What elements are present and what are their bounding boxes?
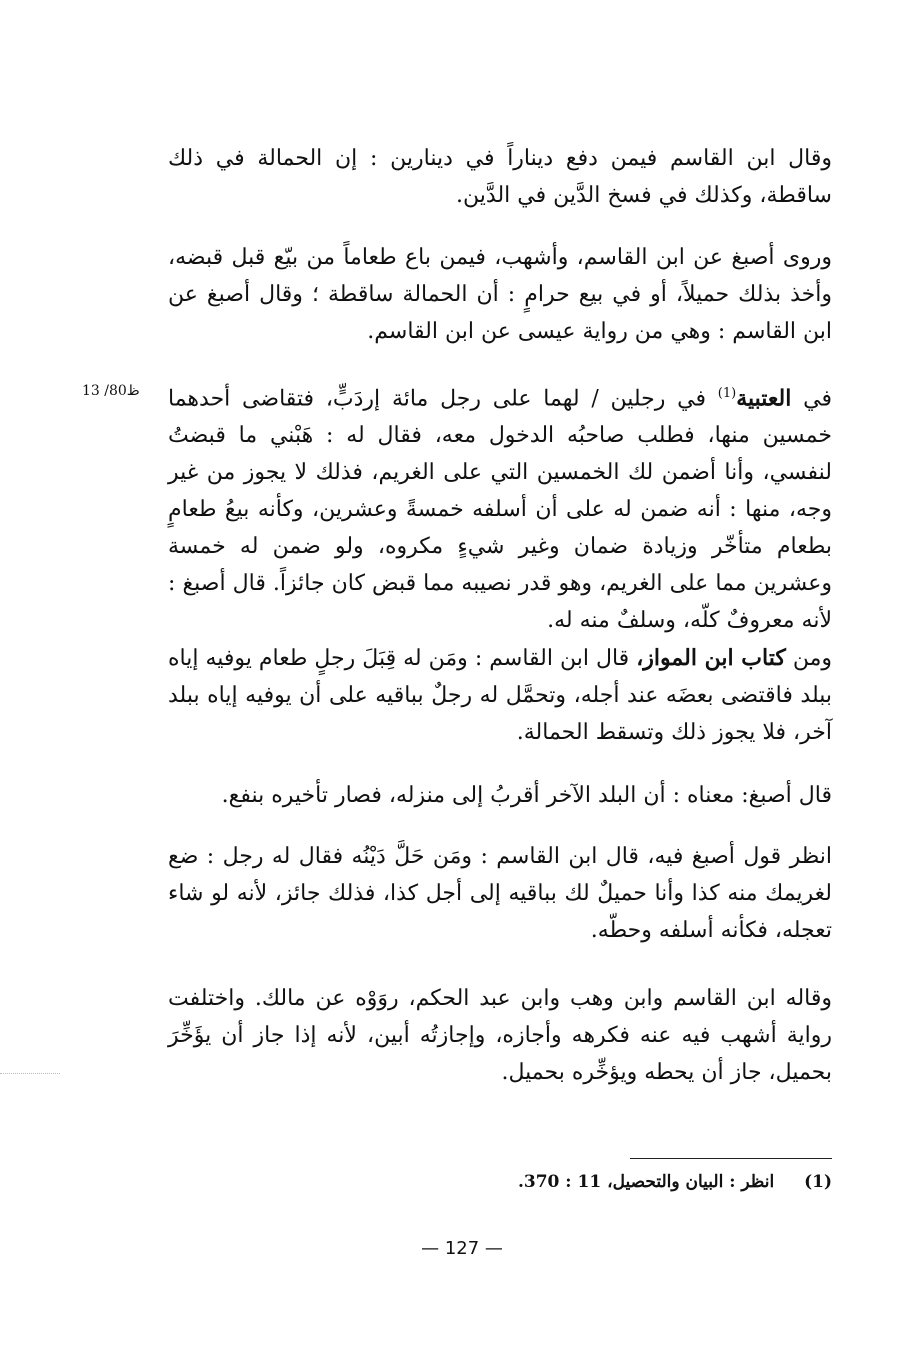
scan-artifact-line (0, 1073, 60, 1074)
paragraph-text: في رجلين / لهما على رجل مائة إردَبٍّ، فتقاضى أحدهما خمسين منها، فطلب صاحبُه الدخول معه، فقال له : هَبْني ما قبضتُ لنفسي، وأنا أضمن لك الخمسين التي على الغريم، فذلك لا يجوز من غير وجه، منها : أنه ضمن له على أن أسلفه خمسةً وعشرين، وكأنه بيعُ طعامٍ بطعام متأخّر وزيادة ضمان وغير شيءٍ مكروه، ولو ضمن له خمسة وعشرين مما على الغريم، وهو قدر نصيبه مما قبض كان جائزاً. قال أصبغ : لأنه معروفٌ كلّه، وسلفٌ منه له. (168, 386, 832, 634)
footnote-separator (630, 1158, 832, 1159)
paragraph-6 (168, 838, 832, 949)
footnote-text: البيان والتحصيل، 11 : 370. (517, 1172, 724, 1192)
footnote-ref[interactable]: (1) (717, 386, 737, 401)
paragraph-5 (168, 777, 832, 814)
source-title: كتاب ابن المواز، (636, 645, 786, 671)
footnote (400, 1172, 832, 1192)
footnote-lead: انظر : (729, 1172, 775, 1192)
manuscript-folio-note: 13 /80ظ (82, 383, 140, 399)
paragraph-4 (168, 640, 832, 751)
paragraph-lead: ومن (785, 646, 832, 671)
paragraph-1 (168, 140, 832, 214)
paragraph-text: قال ابن القاسم : ومَن له قِبَلَ رجلٍ طعام يوفيه إياه ببلد فاقتضى بعضَه عند أجله، وتحمَّل له رجلٌ بباقيه على أن يوفيه إياه ببلد آخر، فلا يجوز ذلك وتسقط الحمالة. (168, 646, 832, 745)
paragraph-text: وقال ابن القاسم فيمن دفع ديناراً في دينارين : إن الحمالة في ذلك ساقطة، وكذلك في فسخ الدَّين في الدَّين. (168, 146, 832, 208)
paragraph-2 (168, 239, 832, 350)
paragraph-7 (168, 980, 832, 1091)
paragraph-3 (168, 375, 832, 639)
paragraph-text: وروى أصبغ عن ابن القاسم، وأشهب، فيمن باع طعاماً من بيّع قبل قبضه، وأخذ بذلك حميلاً، أو في بيع حرامٍ : أن الحمالة ساقطة ؛ وقال أصبغ عن ابن القاسم : وهي من رواية عيسى عن ابن القاسم. (168, 245, 832, 344)
paragraph-text: قال أصبغ: معناه : أن البلد الآخر أقربُ إلى منزله، فصار تأخيره بنفع. (221, 783, 832, 808)
paragraph-text: انظر قول أصبغ فيه، قال ابن القاسم : ومَن حَلَّ دَيْنُه فقال له رجل : ضع لغريمك منه كذا وأنا حميلٌ لك بباقيه إلى أجل كذا، فذلك جائز، لأنه لو شاء تعجله، فكأنه أسلفه وحطّه. (168, 844, 832, 943)
source-title: العتبية (736, 385, 792, 412)
paragraph-lead: في (791, 386, 832, 412)
footnote-number: (1) (804, 1172, 832, 1192)
paragraph-text: وقاله ابن القاسم وابن وهب وابن عبد الحكم، روَوْه عن مالك. واختلفت رواية أشهب فيه عنه فكرهه وأجازه، وإجازتُه أبين، لأنه إذا جاز أن يؤَخِّرَ بحميل، جاز أن يحطه ويؤخِّره بحميل. (168, 986, 832, 1085)
page-number: — 127 — (421, 1238, 503, 1259)
